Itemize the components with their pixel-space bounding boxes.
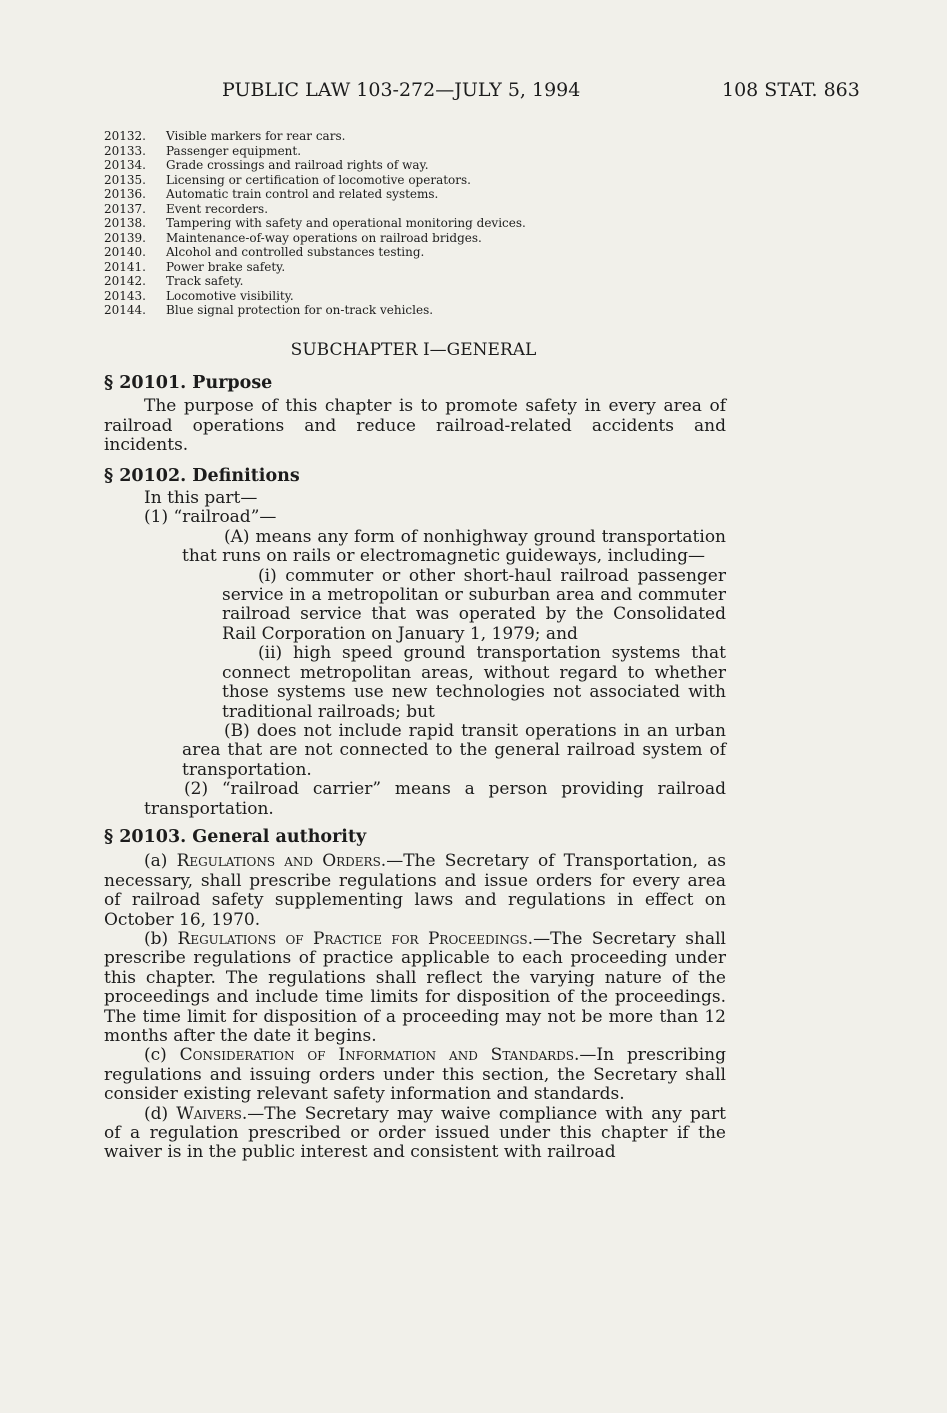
subsection-a-text: —The Secretary of Transportation, as necessary, shall prescribe regulations and issue orders for every area of railroad safety supplementing laws and regulations in effect on October 16, 1970. [104,851,726,930]
subchapter-heading: SUBCHAPTER I—GENERAL [290,340,537,360]
public-law-title: PUBLIC LAW 103-272—JULY 5, 1994 [222,79,581,101]
subsection-b-heading: Regulations of Practice for Proceedings. [177,928,534,949]
definitions-intro: In this part— [144,488,258,509]
definition-1-A: (A) means any form of nonhighway ground transportation that runs on rails or electromagnetic guideways, including— [182,526,726,567]
section-number: 20133. [104,143,146,158]
subsection-c-heading: Consideration of Information and Standards. [179,1045,580,1066]
subsection-a-heading: Regulations and Orders. [176,851,387,872]
section-list-item [104,289,724,304]
section-list-item [104,202,724,217]
section-number: 20142. [104,274,146,288]
section-number: 20141. [104,259,146,274]
section-title: Maintenance-of-way operations on railroad bridges. [166,230,482,245]
section-heading-20101: § 20101. Purpose [104,373,273,393]
section-list-item [104,158,724,173]
section-title: Licensing or certification of locomotive operators. [166,172,471,187]
section-title: Tampering with safety and operational monitoring devices. [166,216,526,230]
section-title: Locomotive visibility. [166,288,294,303]
section-number: 20138. [104,216,146,230]
definition-2: (2) “railroad carrier” means a person providing railroad transportation. [144,779,726,819]
definition-1-B: (B) does not include rapid transit operations in an urban area that are not connected to the general railroad system of transportation. [182,720,726,780]
definition-1: (1) “railroad”— [144,507,277,528]
definition-1-A-ii: (ii) high speed ground transportation systems that connect metropolitan areas, without regard to whether those systems use new technologies not associated with traditional railroads; but [222,643,726,722]
section-list-item [104,129,724,144]
section-number: 20136. [104,187,146,201]
section-list-item [104,216,724,231]
statute-page-number: 108 STAT. 863 [722,79,860,101]
section-title: Passenger equipment. [166,143,302,158]
subsection-c-label: (c) [144,1045,180,1066]
statute-body [104,374,726,1163]
subsection-a-label: (a) [144,851,177,872]
subsection-a [104,852,726,930]
section-title: Event recorders. [166,201,269,216]
section-heading-20102: § 20102. Definitions [104,465,300,486]
section-list-item [104,245,724,260]
subsection-d-text: —The Secretary may waive compliance with any part of a regulation prescribed or order issued under this chapter if the waiver is in the public interest and consistent with railroad [104,1103,726,1163]
section-list-item [104,303,724,318]
section-list-item [104,187,724,202]
subsection-c-text: —In prescribing regulations and issuing orders under this section, the Secretary shall consider existing relevant safety information and standards. [104,1045,726,1105]
section-title: Power brake safety. [166,259,286,274]
subsection-c [104,1046,726,1104]
section-title: Automatic train control and related systems. [166,187,439,201]
section-text-20101: The purpose of this chapter is to promote safety in every area of railroad operations and reduce railroad-related accidents and incidents. [104,396,726,456]
subsection-b [104,930,726,1046]
section-heading-20103: § 20103. General authority [104,826,367,847]
section-list-item [104,274,724,289]
section-title: Track safety. [166,274,244,288]
definition-1-A-i: (i) commuter or other short-haul railroad passenger service in a metropolitan or suburban area and commuter railroad service that was operated by the Consolidated Rail Corporation on January 1, 1979; and [222,565,726,644]
page-header [0,79,947,105]
section-list-item [104,173,724,188]
section-number: 20135. [104,172,146,187]
subsection-b-text: —The Secretary shall prescribe regulations of practice applicable to each proceeding under this chapter. The regulations shall reflect the varying nature of the proceedings and include time limits for disposition of the proceedings. The time limit for disposition of a proceeding may not be more than 12 months after the date it begins. [104,928,726,1046]
section-title: Visible markers for rear cars. [166,129,346,143]
section-list-item [104,144,724,159]
section-number: 20132. [104,129,146,143]
section-number: 20140. [104,245,146,259]
section-number: 20143. [104,288,146,303]
subsection-d [104,1105,726,1163]
subsection-d-heading: Waivers. [176,1103,248,1124]
section-list-item [104,260,724,275]
section-number: 20144. [104,303,146,317]
section-title: Grade crossings and railroad rights of way. [166,158,429,172]
section-list [104,129,724,318]
section-title: Alcohol and controlled substances testing. [166,245,425,259]
section-list-item [104,231,724,246]
section-number: 20137. [104,201,146,216]
section-title: Blue signal protection for on-track vehicles. [166,303,434,317]
section-number: 20134. [104,158,146,172]
section-number: 20139. [104,230,146,245]
subsection-d-label: (d) [144,1103,177,1124]
subsection-b-label: (b) [144,928,178,949]
